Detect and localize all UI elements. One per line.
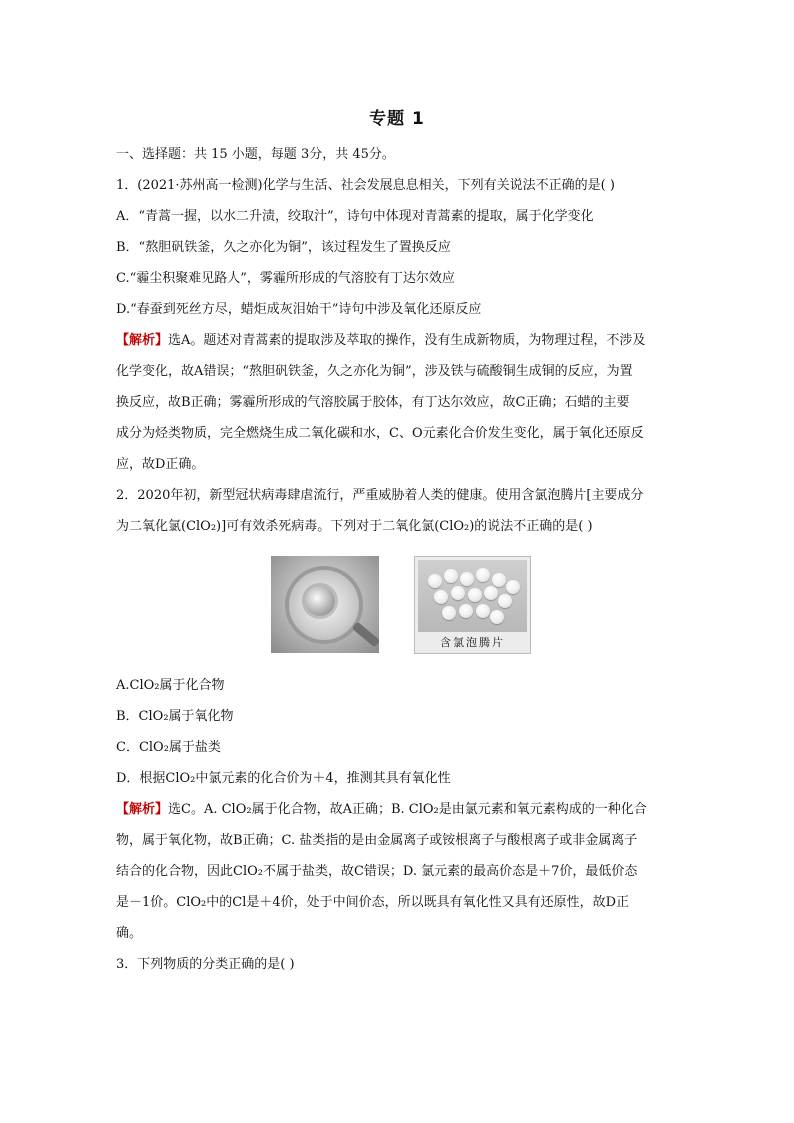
tablet-icon	[434, 590, 448, 604]
tablet-icon	[476, 604, 490, 618]
q1-stem: 1．(2021·苏州高一检测)化学与生活、社会发展息息相关，下列有关说法不正确的是( )	[116, 178, 615, 193]
q3-stem: 3．下列物质的分类正确的是( )	[116, 957, 295, 972]
q1-option-b: B．“熬胆矾铁釜，久之亦化为铜”，该过程发生了置换反应	[116, 240, 451, 255]
tablet-icon	[459, 604, 473, 618]
q2-option-d: D．根据ClO₂中氯元素的化合价为＋4，推测其具有氧化性	[116, 771, 451, 786]
q2-analysis-line: 物，属于氧化物，故B正确；C. 盐类指的是由金属离子或铵根离子与酸根离子或非金属离子	[116, 833, 638, 848]
q1-analysis-line: 换反应，故B正确；雾霾所形成的气溶胶属于胶体，有丁达尔效应，故C正确；石蜡的主要	[116, 395, 630, 410]
q2-analysis-line: 确。	[116, 926, 143, 941]
q2-analysis-text: 选C。A. ClO₂属于化合物，故A正确；B. ClO₂是由氯元素和氧元素构成的一种化合	[168, 802, 647, 817]
tablet-icon	[476, 568, 490, 582]
tablet-icon	[484, 586, 498, 600]
tablet-icon	[498, 594, 512, 608]
tablet-icon	[451, 586, 465, 600]
q1-option-a: A．“青蒿一握，以水二升渍，绞取汁”，诗句中体现对青蒿素的提取，属于化学变化	[116, 209, 594, 224]
q1-option-d: D.“春蚕到死丝方尽，蜡炬成灰泪始干”诗句中涉及氧化还原反应	[116, 302, 482, 317]
tablet-icon	[492, 573, 506, 587]
q2-figures	[271, 556, 531, 654]
q2-analysis-line	[116, 800, 686, 820]
q2-option-b: B．ClO₂属于氧化物	[116, 709, 234, 724]
analysis-tag: 【解析】	[116, 333, 169, 348]
q1-analysis-line: 应，故D正确。	[116, 457, 205, 472]
q1-analysis-line: 成分为烃类物质，完全燃烧生成二氧化碳和水，C、O元素化合价发生变化，属于氧化还原反	[116, 426, 644, 441]
q2-option-c: C．ClO₂属于盐类	[116, 740, 221, 755]
q1-analysis-line: 化学变化，故A错误；“熬胆矾铁釜，久之亦化为铜”，涉及铁与硫酸铜生成铜的反应，为置	[116, 364, 633, 379]
tablet-icon	[460, 572, 474, 586]
tablet-icon	[444, 569, 458, 583]
q2-analysis-line: 结合的化合物，因此ClO₂不属于盐类，故C错误；D. 氯元素的最高价态是＋7价，最低价态	[116, 864, 638, 879]
magnifier-handle	[352, 621, 379, 647]
q2-stem-line: 2．2020年初，新型冠状病毒肆虐流行，严重威胁着人类的健康。使用含氯泡腾片[主要成分	[116, 488, 644, 503]
tablet-icon	[490, 610, 504, 624]
q1-analysis-text: 选A。题述对青蒿素的提取涉及萃取的操作，没有生成新物质，为物理过程，不涉及	[168, 333, 646, 348]
effervescent-tablets-image	[414, 556, 531, 654]
tablet-icon	[442, 606, 456, 620]
q2-stem-line: 为二氧化氯(ClO₂)]可有效杀死病毒。下列对于二氧化氯(ClO₂)的说法不正确的是( )	[116, 519, 593, 534]
page-title: 专题 1	[369, 109, 425, 129]
q1-option-c: C.“霾尘积聚难见路人”，雾霾所形成的气溶胶有丁达尔效应	[116, 271, 455, 286]
tablet-icon	[468, 588, 482, 602]
q1-analysis-line	[116, 331, 686, 351]
tablet-icon	[428, 574, 442, 588]
q2-option-a: A.ClO₂属于化合物	[116, 678, 225, 693]
virus-magnifier-image	[271, 556, 379, 653]
q2-analysis-line: 是－1价。ClO₂中的Cl是＋4价，处于中间价态，所以既具有氧化性又具有还原性，故D正	[116, 895, 630, 910]
virus-icon	[305, 586, 335, 616]
tablet-icon	[506, 580, 520, 594]
figure-caption: 含氯泡腾片	[440, 636, 505, 649]
analysis-tag: 【解析】	[116, 802, 169, 817]
section-heading: 一、选择题：共 15 小题，每题 3分，共 45分。	[116, 147, 395, 162]
tablets-photo	[418, 560, 527, 632]
